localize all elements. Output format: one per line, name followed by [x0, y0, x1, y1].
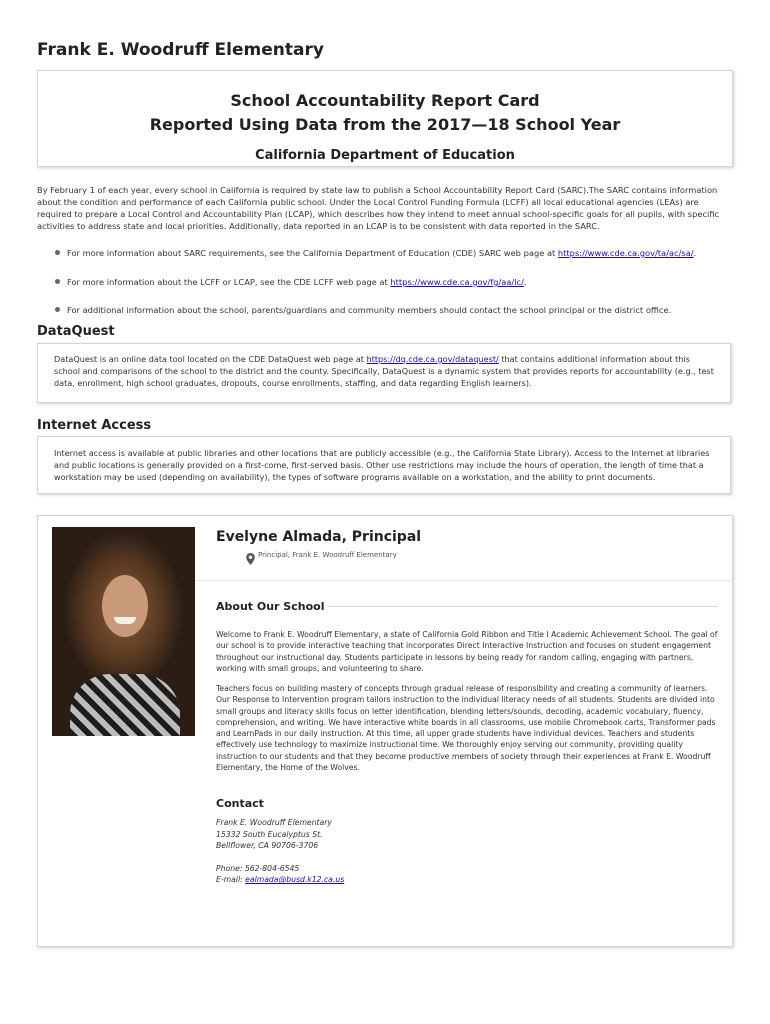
internet-access-panel — [37, 436, 731, 494]
internet-access-text: Internet access is available at public libraries and other locations that are publicly accessible (e.g., the California State Library). Access to the Internet at libraries and public locations is generally provided on a first-come, first-served basis. Other use restrictions may include the hours of operation, the length of time that a workstation may be used (depending on availability), the types of software programs available on a workstation, and the ability to print documents. — [54, 448, 710, 482]
contact-school: Frank E. Woodruff Elementary — [216, 818, 332, 827]
about-paragraph-2: Teachers focus on building mastery of concepts through gradual release of responsibility and creating a community of learners. Our Response to Intervention program tailors instruction to the individual literacy needs of all students. Students are divided into small groups and literacy skills focus on letter identification, blending letters/sounds, decoding, academic vocabulary, fluency, comprehension, and writing. We have interactive white boards in all classrooms, use mobile Chromebook carts, Transformer pads and LearnPads in our daily instruction. At this time, all upper grade students have individual devices. Teachers and students effectively use technology to maximize instructional time. We thoroughly enjoy serving our community, providing quality instruction to our students and that they become productive members of society through their experiences at Frank E. Woodruff Elementary, the Home of the Wolves. — [216, 684, 716, 773]
department-name: California Department of Education — [255, 148, 515, 163]
dataquest-link[interactable]: https://dq.cde.ca.gov/dataquest/ — [366, 354, 499, 364]
lcff-link[interactable]: https://www.cde.ca.gov/fg/aa/lc/ — [390, 277, 524, 287]
bullet-text: For more information about the LCFF or LCAP, see the CDE LCFF web page at — [67, 277, 391, 287]
contact-email-row — [216, 874, 516, 886]
about-paragraph-1: Welcome to Frank E. Woodruff Elementary, a state of California Gold Ribbon and Title I Academic Achievement School. The goal of our school is to provide interactive teaching that incorporates Direct Interactive Instruction and focuses on student engagement throughout our instructional day. Students participate in lessons by being ready for random calling, engaging with partners, working with small groups, and volunteering to share. — [216, 630, 718, 673]
bullet-dot-icon — [55, 307, 60, 312]
dataquest-text: DataQuest is an online data tool located on the CDE DataQuest web page at — [54, 354, 367, 364]
divider — [195, 580, 731, 581]
sarc-link[interactable]: https://www.cde.ca.gov/ta/ac/sa/ — [557, 248, 694, 258]
bullet-text: For additional information about the school, parents/guardians and community members should contact the school principal or the district office. — [67, 305, 672, 315]
school-name: Frank E. Woodruff Elementary — [37, 40, 324, 60]
contact-phone: Phone: 562-804-6545 — [216, 863, 300, 873]
bullet-contact — [55, 305, 735, 316]
principal-photo — [52, 527, 195, 736]
bullet-dot-icon — [55, 250, 60, 255]
location-pin-icon — [246, 553, 255, 565]
about-title: About Our School — [216, 600, 325, 613]
intro-paragraph: By February 1 of each year, every school in California is required by state law to publish a School Accountability Report Card (SARC).The SARC contains information about the condition and performance of each California public school. Under the Local Control Funding Formula (LCFF) all local educational agencies (LEAs) are required to prepare a Local Control and Accountability Plan (LCAP), which describes how they intend to meet annual school-specific goals for all pupils, with specific activities to address state and local priorities. Additionally, data reported in an LCAP is to be consistent with data reported in the SARC. — [37, 185, 720, 231]
email-link[interactable]: ealmada@busd.k12.ca.us — [245, 875, 345, 884]
contact-city: Bellflower, CA 90706-3706 — [216, 841, 319, 850]
email-label: E-mail: — [216, 875, 246, 884]
internet-access-title: Internet Access — [37, 418, 152, 433]
bullet-lcff — [55, 277, 735, 288]
bullet-suffix: . — [523, 277, 527, 287]
report-subtitle: Reported Using Data from the 2017—18 School Year — [149, 115, 621, 134]
principal-name: Evelyne Almada, Principal — [216, 529, 422, 545]
report-header — [37, 70, 733, 167]
contact-street: 15332 South Eucalyptus St. — [216, 829, 323, 839]
contact-details — [216, 817, 516, 886]
about-divider — [328, 606, 718, 607]
dataquest-text-after: that contains additional information about this school and comparisons of the school to the district and the county. Specifically, DataQuest is a dynamic system that provides reports for accountability (e.g., test data, enrollment, high school graduates, dropouts, course enrollments, staffing, and data regarding English learners). — [54, 354, 714, 388]
dataquest-panel — [37, 343, 731, 403]
bullet-text: For more information about SARC requirements, see the California Department of Education (CDE) SARC web page at — [67, 248, 558, 258]
principal-subtitle: Principal, Frank E. Woodruff Elementary — [258, 551, 397, 559]
bullet-dot-icon — [55, 279, 60, 284]
contact-title: Contact — [216, 797, 264, 810]
report-title: School Accountability Report Card — [230, 91, 540, 110]
bullet-sarc — [55, 248, 735, 259]
dataquest-title: DataQuest — [37, 324, 115, 339]
bullet-suffix: . — [693, 248, 697, 258]
